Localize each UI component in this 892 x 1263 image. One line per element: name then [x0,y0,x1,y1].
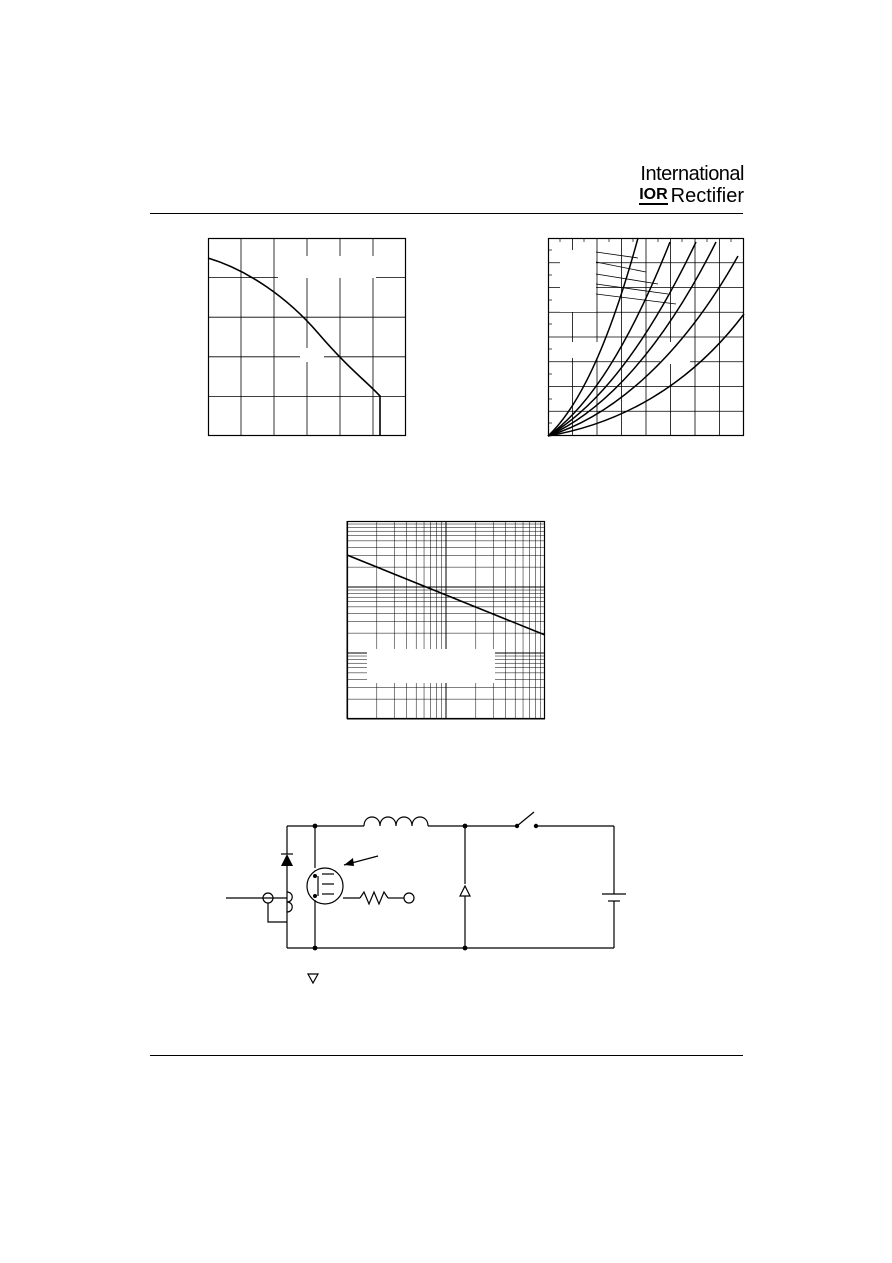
brand-logo [639,164,744,206]
chart-1-annotation-box [300,348,324,362]
chart-2-legend-box [560,250,596,312]
node-dot-2 [463,824,468,829]
chart-3-grid [347,521,545,719]
inductor [364,817,428,826]
chart-2-annotation-box-left [564,342,598,358]
test-circuit-schematic [222,808,622,980]
chart-3 [347,521,545,719]
ground-symbol [308,974,318,983]
probe-loop [268,903,287,922]
header-rule [150,213,743,214]
node-dot-1 [313,824,318,829]
chart-3-annotation-box [367,649,495,683]
switch-contact-b [534,824,538,828]
brand-name-line1: International [640,163,744,185]
gate-resistor [360,892,388,904]
node-dot-3 [313,946,318,951]
switch-contact-a [515,824,519,828]
dut-pin-bot [313,894,317,898]
gate-terminal [404,893,414,903]
ior-logo-mark: IOR [639,186,668,203]
dut-pin-top [313,874,317,878]
chart-1 [208,238,406,436]
brand-name-row [639,186,744,206]
switch-blade [517,812,534,826]
chart-2-annotation-box-right [660,342,690,364]
chart-2 [548,238,744,436]
diode-left-triangle [281,854,293,866]
mid-diode-triangle [460,886,470,896]
brand-name-line2: Rectifier [670,185,744,207]
probe-coil [287,892,292,912]
node-dot-4 [463,946,468,951]
dut-arrow-head [344,858,354,866]
footer-rule [150,1055,743,1056]
chart-1-legend-box [278,256,376,278]
